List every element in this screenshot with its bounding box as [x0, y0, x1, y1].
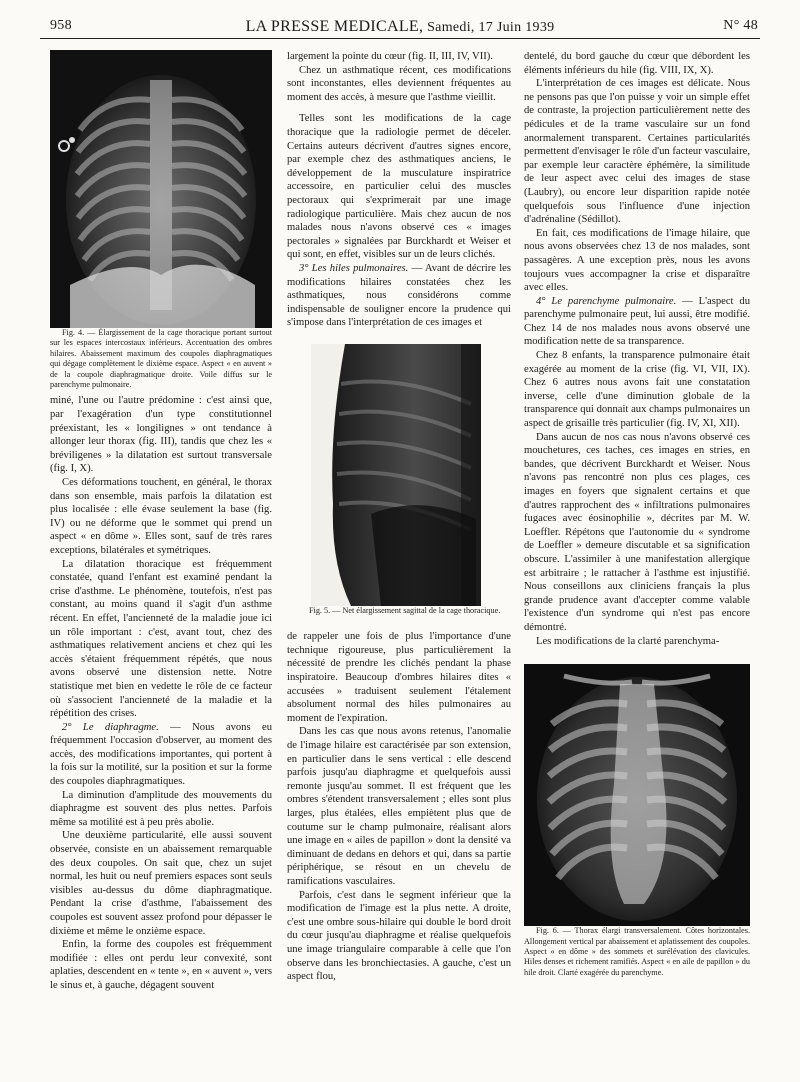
paragraph: Chez un asthmatique récent, ces modifications sont inconstantes, elles deviennent fréquentes au moment des accès, à mesure que l'asthme vieillit.	[287, 64, 511, 103]
paragraph: Ces déformations touchent, en général, le thorax dans son ensemble, mais parfois la dilatation est plus localisée : elle évase seulement la base (fig. IV) ou ne déforme que le sommet qui prend un aspect « en dôme ». Elles sont, sauf de très rares exceptions, bilatérales et symétriques.	[50, 477, 272, 556]
paragraph	[524, 295, 750, 349]
paragraph: dentelé, du bord gauche du cœur que débordent les éléments inférieurs du hile (fig. VIII, IX, X).	[524, 51, 750, 76]
figure-5-caption: Fig. 5. — Net élargissement sagittal de la cage thoracique.	[309, 605, 501, 615]
paragraph: La diminution d'amplitude des mouvements du diaphragme est souvent des plus nettes. Parfois même sa motilité est à peu près abolie.	[50, 789, 272, 828]
paragraph: La dilatation thoracique est fréquemment constatée, quand l'enfant est examiné pendant la crise d'asthme. Le phénomène, toutefois, n'est pas constant, au moins quand il s'agit d'un asthme récent. En effet, l'ancienneté de la maladie joue ici un rôle important : c'est, avant tout, chez des asthmatiques relativement anciens et chez qui les accès s'étaient fréquemment répétés, que nous avons observé une distension nette. Notre statistique met bien en vedette le rôle de ce facteur où s'associent l'ancienneté de la maladie et la répétition des crises.	[50, 558, 272, 720]
paragraph: Dans les cas que nous avons retenus, l'anomalie de l'image hilaire est caractérisée par son extension, en particulier dans le sens vertical : elle descend parfois jusqu'au diaphragme et quelquefois aussi remonte jusqu'au sommet. Il est fréquent que les ombres s'étendent transversalement ; elles sont plus larges, plus étalées, elles empiètent plus que de coutume sur le champ pulmonaire, réalisant alors une image en « ailes de papillon » dont la densité va diminuant de dedans en dehors et qui, dans sa partie périphérique, se résout en un chevelu de ramifications vasculaires.	[287, 726, 511, 887]
column-2	[287, 50, 511, 1070]
figure-5	[287, 344, 511, 616]
paragraph: En fait, ces modifications de l'image hilaire, que nous avons observées chez 13 de nos malades, sont passagères. A une exception près, nous les avons toujours vues accompagner la crise et disparaître avec elles.	[524, 227, 750, 294]
paragraph: Dans aucun de nos cas nous n'avons observé ces mouchetures, ces taches, ces images en stries, en bandes, que décrivent Burckhardt et Weiser. Nous n'avons pas rencontré non plus ces plages, ces images en foyers que signalent certains et que d'autres rapprochent des « infiltrations pulmonaires fugaces avec éosinophilie », décrites par M. W. Loeffler. Répétons que l'autonomie du « syndrome de Loeffler » demeure discutable et sa signification obscure. L'assimiler à une manifestation allergique est arbitraire ; le rattacher à l'asthme est injustifié. Nous conseillons aux cliniciens français la plus grande prudence avant d'accepter comme valable l'existence d'un syndrome qui n'est pas encore démontré.	[524, 431, 750, 633]
column-1	[50, 50, 272, 1070]
figure-6-caption: Fig. 6. — Thorax élargi transversalement. Côtes horizontales. Allongement vertical par abaissement et aplatissement des coupoles. Aspect « en dôme » des sommets et surélévation des clavicules. Hiles denses et richement ramifiés. Aspect « en aile de papillon » du hile droit. Clarté exagérée du parenchyme.	[524, 926, 750, 977]
paragraph: Parfois, c'est dans le segment inférieur que la modification de l'image est la plus nette. A droite, c'est une ombre sous-hilaire qui double le bord droit du cœur jusqu'au diaphragme et réalise quelquefois une image triangulaire comparable à celle que l'on observe dans les bronchiectasies. A gauche, c'est un aspect flou,	[287, 889, 511, 983]
paragraph	[50, 721, 272, 789]
page-header	[40, 16, 760, 39]
column-3	[524, 50, 750, 1070]
paragraph: L'interprétation de ces images est délicate. Nous ne pensons pas que l'on puisse y voir un simple effet de contraste, la projection particulièrement nette des pédicules et de la trame vasculaire sur un fond anormalement transparent. Certaines particularités permettent d'envisager le rôle d'un facteur vasculaire, par exemple leur caractère éphémère, la similitude de leur aspect avec celui des images de stase (Laubry), ou encore leur disparition rapide notée quelquefois sous l'influence d'une injection d'adrénaline (Sédillot).	[524, 78, 750, 226]
journal-title	[40, 18, 760, 36]
issue-date: Samedi, 17 Juin 1939	[427, 20, 555, 35]
figure-4	[50, 50, 272, 390]
paragraph: miné, l'une ou l'autre prédomine : c'est ainsi que, par l'exagération d'un type constitutionnel préexistant, les « longilignes » ont tendance à allonger leur thorax (fig. III), tandis que chez les « bréviligenes » la dilatation est surtout transversale (fig. I, X).	[50, 395, 272, 475]
paragraph: Les modifications de la clarté parenchyma-	[536, 635, 720, 647]
section-heading: 3° Les hiles pulmonaires.	[299, 262, 409, 274]
paragraph-text: — Nous avons eu fréquemment l'occasion d'observer, au moment des accès, des modifications importantes, qui portent à la fois sur la motilité, sur la position et sur la forme des coupoles diaphragmatiques.	[50, 721, 272, 788]
paragraph: Chez 8 enfants, la transparence pulmonaire était exagérée au moment de la crise (fig. VI, VII, IX). Chez 6 autres nous avons fait une constatation inverse, celle d'une diminution globale de la transparence qui donnait aux champs pulmonaires un aspect de grisaille très particulier (fig. IV, XI, XII).	[524, 350, 750, 430]
paragraph: Une deuxième particularité, elle aussi souvent observée, consiste en un abaissement remarquable des deux coupoles. On sait que, chez un sujet normal, les huit ou neuf premiers espaces sont seuls visibles au-dessus du dôme diaphragmatique. Pendant la crise d'asthme, l'abaissement des coupoles est souvent assez profond pour dépasser le dixième et même le onzième espace.	[50, 830, 272, 937]
figure-4-radiograph	[50, 50, 272, 328]
paragraph: Enfin, la forme des coupoles est fréquemment modifiée : elles ont perdu leur convexité, sont aplaties, descendent en « tente », en « auvent », vers le sinus et, à gauche, dégagent souvent	[50, 939, 272, 991]
figure-4-caption: Fig. 4. — Élargissement de la cage thoracique portant surtout sur les espaces intercostaux inférieurs. Accentuation des ombres hilaires. Abaissement maximum des coupoles diaphragmatiques qui dégage complètement le dixième espace. Aspect « en auvent » de la coupole diaphragmatique droite. Voile diffus sur le parenchyme pulmonaire.	[50, 328, 272, 390]
figure-6	[524, 664, 750, 978]
section-heading: 2° Le diaphragme.	[62, 721, 159, 733]
paragraph: de rappeler une fois de plus l'importance d'une technique rigoureuse, plus particulièrement la nécessité de prendre les clichés pendant la phase inspiratoire. Beaucoup d'ombres hilaires dites « accusées » traduisent seulement l'étalement absolument normal des hiles pulmonaires au moment de l'expiration.	[287, 631, 511, 724]
figure-6-radiograph	[524, 664, 750, 926]
paragraph: largement la pointe du cœur (fig. II, III, IV, VII).	[287, 51, 493, 62]
paragraph-text: — L'aspect du parenchyme pulmonaire peut, lui aussi, être modifié. Chez 14 de nos malades nous avons observé une modification nette de sa transparence.	[524, 295, 750, 348]
section-heading: 4° Le parenchyme pulmonaire.	[536, 295, 677, 307]
paragraph-text: — Avant de décrire les modifications hilaires constatées chez les asthmatiques, nous considérons comme indispensable de souligner encore la prudence qui s'impose dans l'interprétation de ces images et	[287, 262, 511, 329]
page-number: 958	[50, 18, 72, 33]
figure-5-radiograph	[311, 344, 481, 606]
issue-number: N° 48	[723, 18, 758, 33]
paragraph	[287, 262, 511, 330]
paragraph: Telles sont les modifications de la cage thoracique que la radiologie permet de déceler. Certains auteurs décrivent d'autres signes encore, par exemple chez des asthmatiques anciens, le développement de la musculature inspiratrice accessoire, en particulier celui des muscles pectoraux qui s'exprimerait par une image radiologique particulière. Mais chez aucun de nos malades nous n'avons observé ces « images pectorales » signalées par Burckhardt et Weiser et qui sont, en effet, visibles sur un de leurs clichés.	[287, 113, 511, 261]
journal-name: LA PRESSE MEDICALE,	[245, 18, 424, 35]
